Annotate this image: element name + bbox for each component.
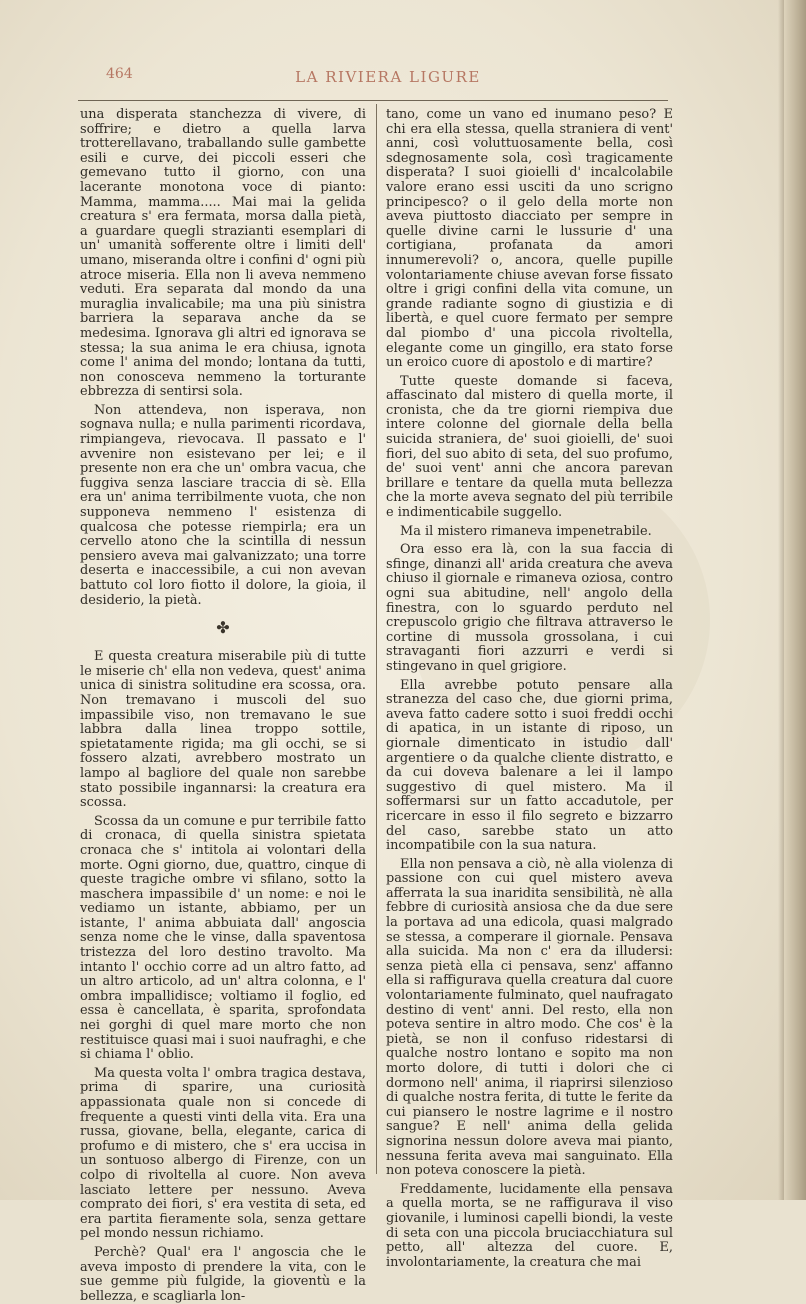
running-title: LA RIVIERA LIGURE bbox=[295, 68, 481, 86]
book-gutter-shadow bbox=[778, 0, 784, 1200]
page-number: 464 bbox=[106, 66, 133, 82]
paragraph: Perchè? Qual' era l' angoscia che le aveva imposto di prendere la vita, con le sue gemme più fulgide, la gioventù e la bellezza, e scagliarla lon- bbox=[80, 1244, 366, 1304]
paragraph: Ma questa volta l' ombra tragica destava, prima di sparire, una curiosità appassionata quale non si concede di frequente a questi vinti della vita. Era una russa, giovane, bella, elegante, carica di profumo e di mistero, che s' era uccisa in un sontuoso albergo di Firenze, con un colpo di rivoltella al cuore. Non aveva lasciato lettere per nessuno. Aveva comprato dei fiori, s' era vestita di seta, ed era partita fieramente sola, senza gettare pel mondo nessun richiamo. bbox=[80, 1065, 366, 1242]
column-divider bbox=[376, 104, 377, 1174]
section-ornament-icon: ✤ bbox=[216, 618, 230, 638]
paragraph: Ella avrebbe potuto pensare alla stranezza del caso che, due giorni prima, aveva fatto cadere sotto i suoi freddi occhi di apatica, in un istante di riposo, un giornale dimenticato in istudio dall' argentiere o da qualche cliente distratto, e da cui doveva balenare a lei il lampo suggestivo di quel mistero. Ma il soffermarsi sur un fatto accadutole, per ricercare in esso il filo segreto e bizzarro del caso, sarebbe stato un atto incompatibile con la sua natura. bbox=[386, 677, 673, 854]
header-rule bbox=[78, 100, 668, 101]
paragraph: tano, come un vano ed inumano peso? E chi era ella stessa, quella straniera di vent' anni, così voluttuosamente bella, così sdegnosamente sola, così tragicamente disperata? I suoi gioielli d' incalcolabile valore erano essi usciti da uno scrigno principesco? o il gelo della morte non aveva piuttosto diacciato per sempre in quelle divine carni le lussurie d' una cortigiana, profanata da amori innumerevoli? o, ancora, quelle pupille volontariamente chiuse avevan forse fissato oltre i grigi confini della vita comune, un grande radiante sogno di giustizia e di libertà, e quel cuore fermato per sempre dal piombo d' una piccola rivoltella, elegante come un gingillo, era stato forse un eroico cuore di apostolo e di martire? bbox=[386, 107, 673, 371]
paragraph: Ma il mistero rimaneva impenetrabile. bbox=[400, 523, 652, 539]
page-header bbox=[78, 64, 698, 88]
left-column bbox=[80, 107, 366, 1304]
book-spine bbox=[784, 0, 806, 1200]
paragraph: Ora esso era là, con la sua faccia di sfinge, dinanzi all' arida creatura che aveva chiuso il giornale e rimaneva oziosa, contro ogni sua abitudine, nell' angolo della finestra, con lo sguardo perduto nel crepuscolo grigio che filtrava attraverso le cortine di mussola grossolana, i cui stravaganti fiori azzurri e verdi si stingevano in quel grigiore. bbox=[386, 542, 673, 674]
paragraph: Scossa da un comune e pur terribile fatto di cronaca, di quella sinistra spietata cronaca che s' intitola ai volontari della morte. Ogni giorno, due, quattro, cinque di queste tragiche ombre vi sfilano, sotto la maschera impassibile d' un nome: e noi le vediamo un istante, abbiamo, per un istante, l' anima abbuiata dall' angoscia senza nome che le vinse, dalla spaventosa tristezza del loro destino travolto. Ma intanto l' occhio corre ad un altro fatto, ad un altro articolo, ad un' altra colonna, e l' ombra impallidisce; voltiamo il foglio, ed essa è cancellata, è sparita, sprofondata nei gorghi di quel mare morto che non restituisce quasi mai i suoi naufraghi, e che si chiama l' oblio. bbox=[80, 813, 366, 1063]
paragraph: Tutte queste domande si faceva, affascinato dal mistero di quella morte, il cronista, che da tre giorni riempiva due intere colonne del giornale della bella suicida straniera, de' suoi gioielli, de' suoi fiori, del suo abito di seta, del suo profumo, de' suoi vent' anni che ancora parevan brillare e tentare da quella muta bellezza che la morte aveva segnato del più terribile e indimenticabile suggello. bbox=[386, 373, 673, 521]
right-column bbox=[386, 107, 673, 1270]
paragraph: Freddamente, lucidamente ella pensava a quella morta, se ne raffigurava il viso giovanile, i luminosi capelli biondi, la veste di seta con una piccola bruciacchiatura sul petto, all' altezza del cuore. E, involontariamente, la creatura che mai bbox=[386, 1181, 673, 1270]
paragraph: Non attendeva, non isperava, non sognava nulla; e nulla parimenti ricordava, rimpiangeva, rievocava. Il passato e l' avvenire non esistevano per lei; e il presente non era che un' ombra vacua, che fuggiva senza lasciare traccia di sè. Ella era un' anima terribilmente vuota, che non supponeva nemmeno l' esistenza di qualcosa che potesse riempirla; era un cervello atono che la scintilla di nessun pensiero aveva mai galvanizzato; una torre deserta e inaccessibile, a cui non avevan battuto col loro fiotto il dolore, la gioia, il desiderio, la pietà. bbox=[80, 402, 366, 608]
paragraph: E questa creatura miserabile più di tutte le miserie ch' ella non vedeva, quest' anima unica di sinistra solitudine era scossa, ora. Non tremavano i muscoli del suo impassibile viso, non tremavano le sue labbra dalla linea troppo sottile, spietatamente rigida; ma gli occhi, se si fossero alzati, avrebbero mostrato un lampo al bagliore del quale non sarebbe stato possibile ingannarsi: la creatura era scossa. bbox=[80, 649, 366, 811]
paragraph: Ella non pensava a ciò, nè alla violenza di passione con cui quel mistero aveva afferrata la sua inaridita sensibilità, nè alla febbre di curiosità ansiosa che da due sere la portava ad una edicola, quasi malgrado se stessa, a comperare il giornale. Pensava alla suicida. Ma non c' era da illudersi: senza pietà ella ci pensava, senz' affanno ella si raffigurava quella creatura dal cuore volontariamente fulminato, quel naufragato destino di vent' anni. Del resto, ella non poteva sentire in altro modo. Che cos' è la pietà, se non il confuso ridestarsi di qualche nostro lontano e sopito ma non morto dolore, di tutti i dolori che ci dormono nell' anima, il riaprirsi silenzioso di qualche nostra ferita, di tutte le ferite da cui piansero le nostre lagrime e il nostro sangue? E nell' anima della gelida signorina nessun dolore aveva mai pianto, nessuna ferita aveva mai sanguinato. Ella non poteva conoscere la pietà. bbox=[386, 856, 673, 1179]
paragraph: una disperata stanchezza di vivere, di soffrire; e dietro a quella larva trotterellavano, traballando sulle gambette esili e curve, dei piccoli esseri che gemevano tutto il giorno, con una lacerante monotona voce di pianto: Mamma, mamma..... Mai mai la gelida creatura s' era fermata, morsa dalla pietà, a guardare quegli strazianti esemplari di un' umanità sofferente oltre i limiti dell' umano, miseranda oltre i confini d' ogni più atroce miseria. Ella non li aveva nemmeno veduti. Era separata dal mondo da una muraglia invalicabile; ma una più sinistra barriera la separava anche da se medesima. Ignorava gli altri ed ignorava se stessa; la sua anima le era chiusa, ignota come l' anima del mondo; lontana da tutti, non conosceva nemmeno la torturante ebbrezza di sentirsi sola. bbox=[80, 107, 366, 400]
